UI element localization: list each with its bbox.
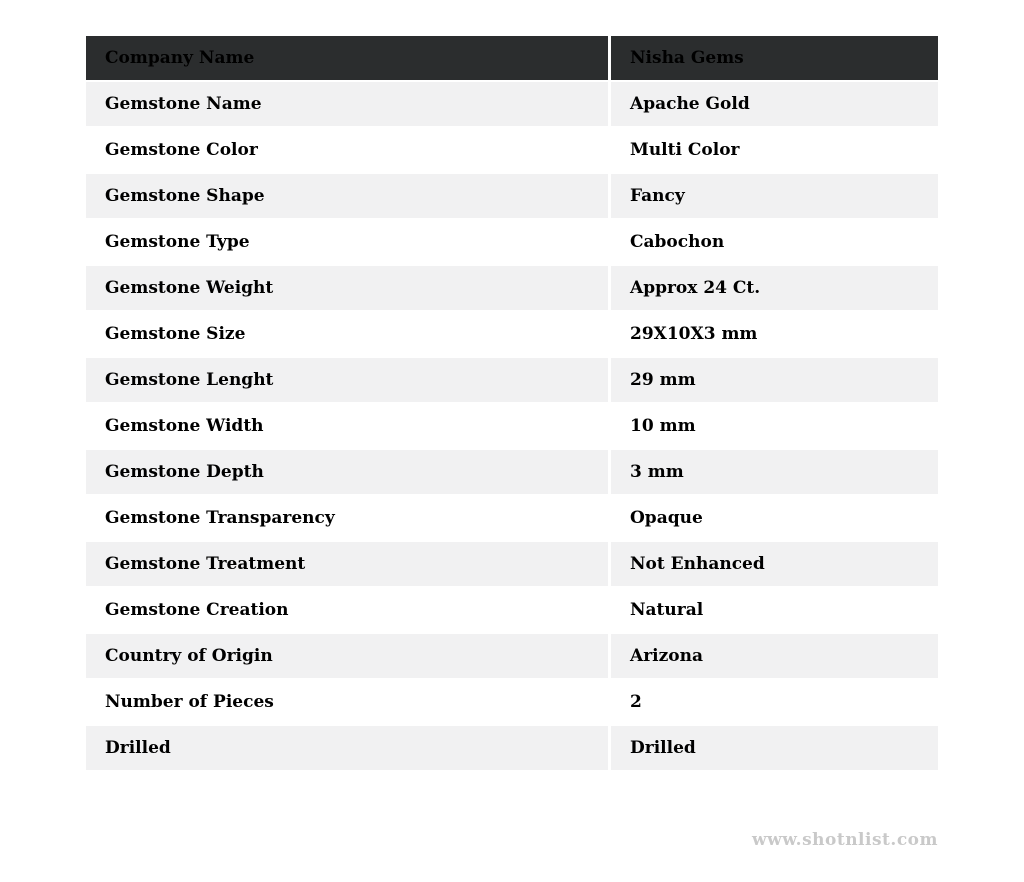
row-value: Opaque [611,496,938,542]
row-value: 29X10X3 mm [611,312,938,358]
gemstone-spec-table [86,36,938,772]
row-label: Gemstone Treatment [86,542,611,588]
table-row [86,220,938,266]
table-row [86,404,938,450]
row-value: 2 [611,680,938,726]
row-value: Not Enhanced [611,542,938,588]
row-label: Number of Pieces [86,680,611,726]
row-value: Approx 24 Ct. [611,266,938,312]
row-label: Gemstone Weight [86,266,611,312]
table-row [86,542,938,588]
row-value: 29 mm [611,358,938,404]
table-row [86,82,938,128]
row-label: Gemstone Transparency [86,496,611,542]
row-value: 3 mm [611,450,938,496]
table-body [86,82,938,772]
row-label: Drilled [86,726,611,772]
header-company-value: Nisha Gems [611,36,938,82]
table-row [86,634,938,680]
row-label: Gemstone Depth [86,450,611,496]
row-label: Gemstone Size [86,312,611,358]
table-row [86,726,938,772]
table-row [86,496,938,542]
header-company-name: Company Name [86,36,611,82]
row-label: Country of Origin [86,634,611,680]
row-value: Cabochon [611,220,938,266]
row-label: Gemstone Shape [86,174,611,220]
row-value: Arizona [611,634,938,680]
table-row [86,266,938,312]
table-row [86,312,938,358]
row-label: Gemstone Color [86,128,611,174]
table-header [86,36,938,82]
row-value: Drilled [611,726,938,772]
row-value: Fancy [611,174,938,220]
site-watermark: www.shotnlist.com [751,830,938,850]
table-row [86,588,938,634]
table-row [86,680,938,726]
row-value: Apache Gold [611,82,938,128]
table-row [86,450,938,496]
row-label: Gemstone Width [86,404,611,450]
table-row [86,174,938,220]
table-row [86,358,938,404]
row-label: Gemstone Creation [86,588,611,634]
header-row [86,36,938,82]
table-row [86,128,938,174]
row-label: Gemstone Lenght [86,358,611,404]
row-value: 10 mm [611,404,938,450]
row-value: Natural [611,588,938,634]
row-label: Gemstone Type [86,220,611,266]
row-label: Gemstone Name [86,82,611,128]
row-value: Multi Color [611,128,938,174]
